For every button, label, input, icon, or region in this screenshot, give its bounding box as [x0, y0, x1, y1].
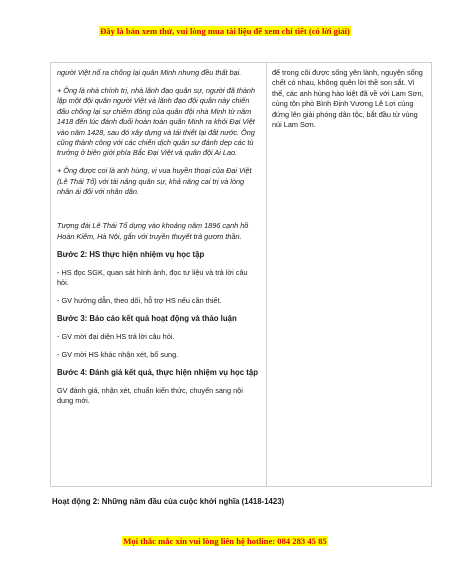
step-3-item-2: - GV mời HS khác nhận xét, bổ sung. — [57, 349, 179, 359]
left-column — [57, 68, 261, 414]
activity-2-title: Hoạt động 2: Những năm đầu của cuộc khởi nghĩa (1418-1423) — [52, 497, 285, 506]
step-2-heading: Bước 2: HS thực hiện nhiệm vụ học tập — [57, 249, 205, 259]
step-2-item-2: - GV hướng dẫn, theo dõi, hỗ trợ HS nếu cần thiết. — [57, 296, 222, 305]
step-3-item-1: - GV mời đại diện HS trả lời câu hỏi. — [57, 331, 175, 341]
left-paragraph-1: người Việt nổ ra chống lại quân Minh nhưng đều thất bại. — [57, 68, 242, 77]
step-4-item-1: GV đánh giá, nhận xét, chuẩn kiến thức, chuyển sang nội dung mới. — [57, 385, 243, 405]
column-divider — [266, 63, 267, 486]
hotline-banner: Mọi thắc mắc xin vui lòng liên hệ hotline: 084 283 45 85 — [123, 536, 327, 546]
step-4-heading: Bước 4: Đánh giá kết quả, thực hiện nhiệm vụ học tập — [57, 367, 258, 377]
right-paragraph-1: để trong cõi được sống yên lành, nguyện sống chết có nhau, không quên lời thề son sắt. Vì thế, các anh hùng hào kiệt đã về với Lam Sơn, cùng tôn phò Bình Định Vương Lê Lợi cùng đứng lên giải phóng dân tộc, bắt đầu từ vùng núi Lam Sơn. — [272, 68, 424, 130]
left-paragraph-2: + Ông là nhà chính trị, nhà lãnh đạo quân sự, người đã thành lập một đội quân người Việt và lãnh đạo đội quân này chiến đấu chống lại sự chiếm đóng của quân đội nhà Minh từ năm 1418 đến lúc đánh đuổi hoàn toàn quân Minh ra khỏi Đại Việt vào năm 1428, sau đó xây dựng và tái thiết lại đất nước. Ông cũng thành công với các chiến dịch quân sự đánh dẹp các tù trưởng ở biên giới phía Bắc Đại Việt và quân đội Ai Lao. — [57, 85, 256, 158]
preview-banner: Đây là bản xem thử, vui lòng mua tài liệu để xem chi tiết (có lời giải) — [100, 26, 350, 36]
step-3-heading: Bước 3: Báo cáo kết quả hoạt động và thảo luận — [57, 313, 237, 323]
step-2-item-1: - HS đọc SGK, quan sát hình ảnh, đọc tư liệu và trả lời câu hỏi. — [57, 267, 248, 288]
left-paragraph-3: + Ông được coi là anh hùng, vị vua huyền thoại của Đại Việt (Lê Thái Tổ) với tài năng quân sự, khả năng cai trị và lòng nhân ái đối với nhân dân. — [57, 166, 252, 197]
lesson-table — [50, 62, 432, 487]
statue-caption: Tượng đài Lê Thái Tổ dựng vào khoảng năm 1896 cạnh hồ Hoàn Kiếm, Hà Nội, gắn với truyền thuyết trả gươm thần. — [57, 221, 249, 241]
right-column — [272, 68, 428, 138]
